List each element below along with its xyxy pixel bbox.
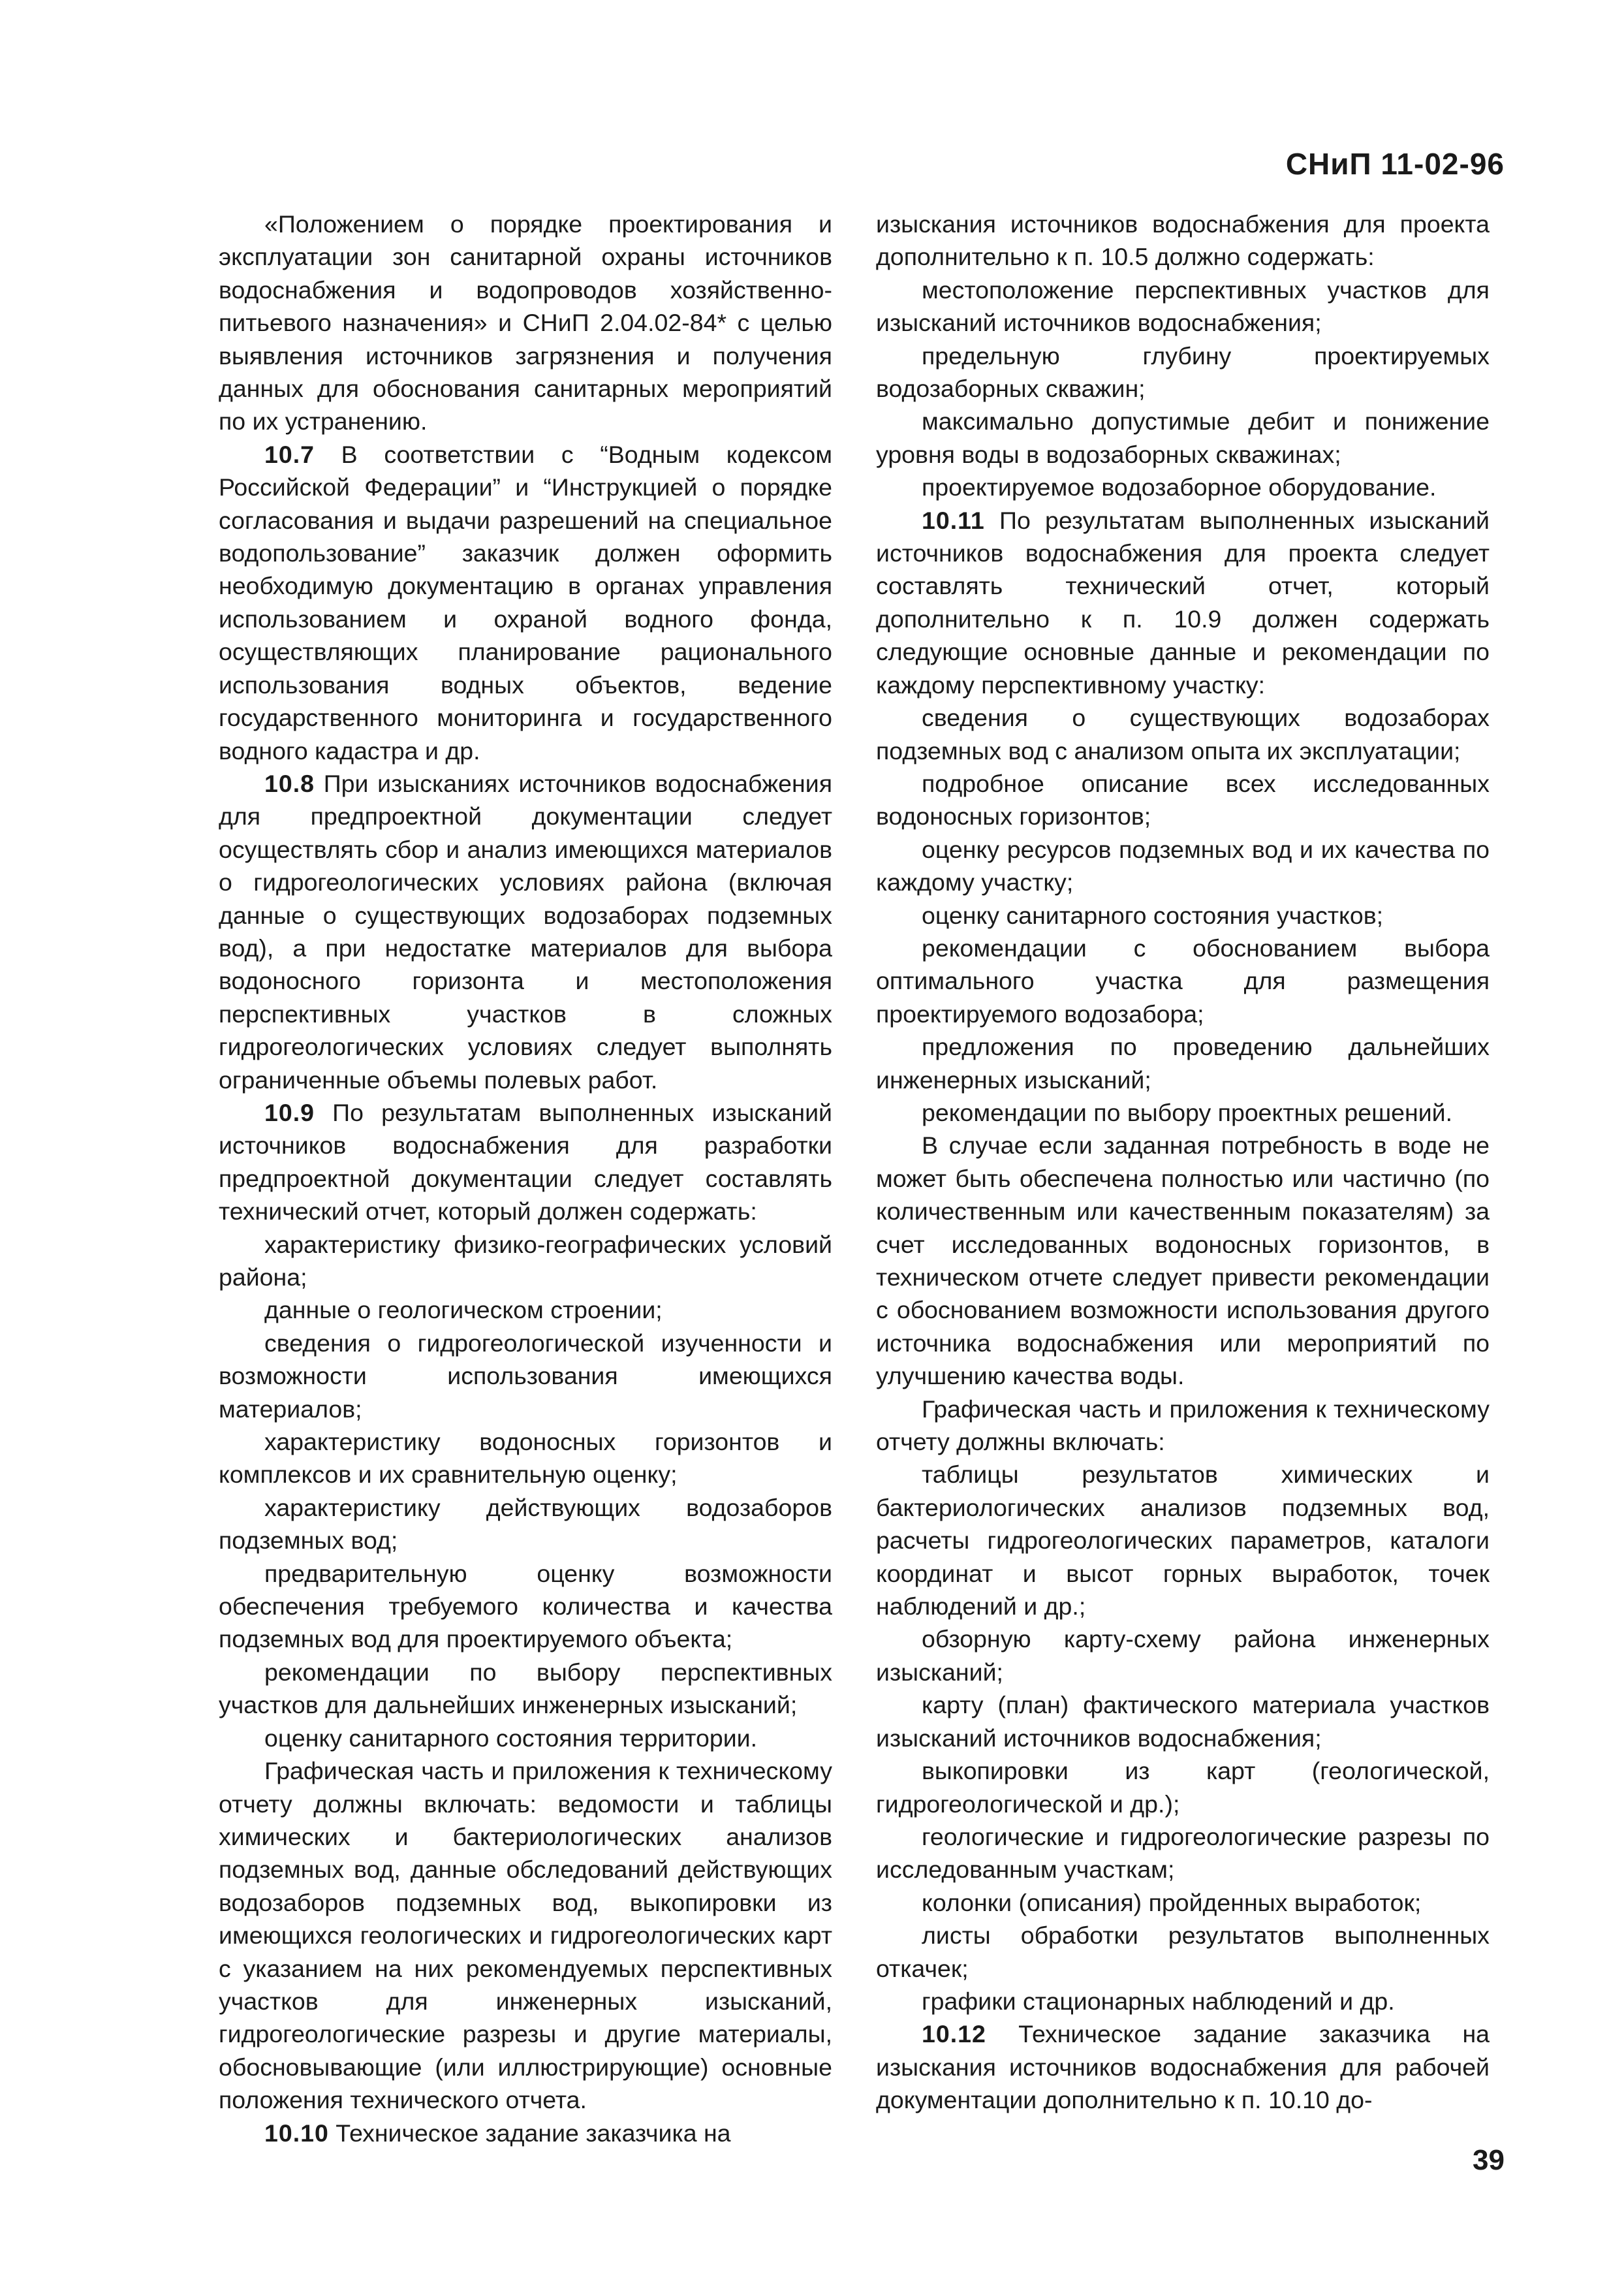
paragraph — [876, 1129, 1490, 1392]
right-text-column — [876, 208, 1490, 2117]
paragraph-text: изыскания источников водоснабжения для проекта дополнительно к п. 10.5 должно содержать: — [876, 210, 1490, 271]
paragraph-text: предварительную оценку возможности обеспечения требуемого количества и качества подземных вод для проектируемого объекта; — [219, 1559, 832, 1653]
paragraph-text: карту (план) фактического материала участков изысканий источников водоснабжения; — [876, 1691, 1490, 1752]
paragraph-text: характеристику действующих водозаборов подземных вод; — [219, 1493, 832, 1555]
paragraph-text: колонки (описания) пройденных выработок; — [922, 1888, 1422, 1916]
paragraph — [219, 1327, 832, 1425]
section-number: 10.8 — [264, 769, 315, 797]
page-number: 39 — [1473, 2144, 1505, 2176]
paragraph — [876, 1820, 1490, 1886]
paragraph — [876, 767, 1490, 833]
document-code: СНиП 11-02-96 — [1285, 147, 1505, 181]
paragraph — [219, 2117, 832, 2149]
paragraph — [876, 405, 1490, 471]
paragraph-text: Техническое задание заказчика на изыскания источников водоснабжения для рабочей документации дополнительно к п. 10.10 до- — [876, 2020, 1490, 2114]
paragraph — [876, 932, 1490, 1030]
paragraph-text: обзорную карту-схему района инженерных изысканий; — [876, 1625, 1490, 1686]
paragraph — [219, 1096, 832, 1228]
section-number: 10.10 — [264, 2119, 329, 2147]
paragraph-text: оценку санитарного состояния территории. — [264, 1724, 758, 1752]
paragraph — [219, 1722, 832, 1754]
paragraph-text: Техническое задание заказчика на — [336, 2119, 731, 2147]
section-number: 10.11 — [922, 506, 985, 534]
paragraph-text: оценку санитарного состояния участков; — [922, 901, 1384, 929]
paragraph — [876, 1030, 1490, 1096]
paragraph — [219, 767, 832, 1096]
paragraph-text: местоположение перспективных участков для изысканий источников водоснабжения; — [876, 276, 1490, 337]
paragraph — [876, 1622, 1490, 1688]
paragraph — [876, 471, 1490, 503]
paragraph-text: При изысканиях источников водоснабжения для предпроектной документации следует осуществлять сбор и анализ имеющихся материалов о гидрогеологических условиях района (включая данные о существующих водозаборах подземных вод), а при недостатке материалов для выбора водоносного горизонта и местоположения перспективных участков в сложных гидрогеологических условиях следует выполнять ограниченные объемы полевых работ. — [219, 769, 833, 1094]
paragraph-text: листы обработки результатов выполненных откачек; — [876, 1921, 1490, 1982]
paragraph-text: таблицы результатов химических и бактериологических анализов подземных вод, расчеты гидрогеологических параметров, каталоги координат и высот горных выработок, точек наблюдений и др.; — [876, 1461, 1490, 1621]
paragraph — [219, 1228, 832, 1294]
paragraph — [876, 2017, 1490, 2116]
paragraph-text: выкопировки из карт (геологической, гидрогеологической и др.); — [876, 1757, 1490, 1818]
paragraph — [219, 1656, 832, 1722]
paragraph-text: проектируемое водозаборное оборудование. — [922, 473, 1437, 501]
paragraph-text: рекомендации по выбору проектных решений. — [922, 1098, 1453, 1126]
paragraph — [876, 1754, 1490, 1820]
paragraph — [219, 1491, 832, 1557]
paragraph — [219, 1557, 832, 1656]
paragraph — [876, 1096, 1490, 1129]
paragraph — [876, 1458, 1490, 1622]
paragraph-text: По результатам выполненных изысканий источников водоснабжения для проекта следует составлять технический отчет, который дополнительно к п. 10.9 должен содержать следующие основные данные и рекомендации по каждому перспективному участку: — [876, 506, 1490, 699]
section-number: 10.12 — [922, 2020, 986, 2048]
paragraph-text: предельную глубину проектируемых водозаборных скважин; — [876, 341, 1490, 403]
paragraph-text: рекомендации по выбору перспективных участков для дальнейших инженерных изысканий; — [219, 1658, 832, 1719]
section-number: 10.7 — [264, 440, 315, 468]
paragraph-text: характеристику физико-географических условий района; — [219, 1230, 832, 1291]
paragraph — [876, 340, 1490, 405]
paragraph-text: оценку ресурсов подземных вод и их качества по каждому участку; — [876, 835, 1490, 896]
paragraph — [219, 1425, 832, 1491]
paragraph — [219, 1754, 832, 2116]
paragraph-text: По результатам выполненных изысканий источников водоснабжения для разработки предпроектной документации следует составлять технический отчет, который должен содержать: — [219, 1098, 832, 1226]
paragraph-text: характеристику водоносных горизонтов и комплексов и их сравнительную оценку; — [219, 1428, 832, 1489]
paragraph — [876, 274, 1490, 340]
paragraph-text: графики стационарных наблюдений и др. — [922, 1987, 1395, 2015]
paragraph-text: геологические и гидрогеологические разрезы по исследованным участкам; — [876, 1822, 1490, 1884]
paragraph — [876, 504, 1490, 701]
paragraph — [219, 438, 832, 767]
paragraph — [876, 1919, 1490, 1985]
paragraph-text: «Положением о порядке проектирования и эксплуатации зон санитарной охраны источников водоснабжения и водопроводов хозяйственно-питьевого назначения» и СНиП 2.04.02-84* с целью выявления источников загрязнения и получения данных для обоснования санитарных мероприятий по их устранению. — [219, 210, 832, 435]
paragraph-text: В соответствии с “Водным кодексом Российской Федерации” и “Инструкцией о порядке согласования и выдачи разрешений на специальное водопользование” заказчик должен оформить необходимую документацию в органах управления использованием и охраной водного фонда, осуществляющих планирование рационального использования водных объектов, ведение государственного мониторинга и государственного водного кадастра и др. — [219, 440, 833, 765]
left-text-column — [219, 208, 832, 2149]
paragraph — [876, 1688, 1490, 1754]
paragraph — [219, 208, 832, 438]
paragraph-text: данные о геологическом строении; — [264, 1296, 663, 1324]
paragraph — [876, 701, 1490, 767]
paragraph-text: В случае если заданная потребность в воде не может быть обеспечена полностью или частично (по количественным или качественным показателям) за счет исследованных водоносных горизонтов, в техническом отчете следует привести рекомендации с обоснованием возможности использования другого источника водоснабжения или мероприятий по улучшению качества воды. — [876, 1131, 1490, 1390]
paragraph-text: предложения по проведению дальнейших инженерных изысканий; — [876, 1033, 1490, 1094]
paragraph-text: подробное описание всех исследованных водоносных горизонтов; — [876, 769, 1490, 830]
paragraph — [876, 833, 1490, 899]
paragraph — [219, 1293, 832, 1326]
paragraph-text: максимально допустимые дебит и понижение уровня воды в водозаборных скважинах; — [876, 407, 1490, 468]
paragraph-text: рекомендации с обоснованием выбора оптимального участка для размещения проектируемого водозабора; — [876, 934, 1490, 1028]
paragraph-text: сведения о гидрогеологической изученности и возможности использования имеющихся материалов; — [219, 1329, 832, 1423]
section-number: 10.9 — [264, 1098, 315, 1126]
paragraph-text: сведения о существующих водозаборах подземных вод с анализом опыта их эксплуатации; — [876, 704, 1490, 765]
paragraph — [876, 208, 1490, 274]
paragraph-text: Графическая часть и приложения к техническому отчету должны включать: — [876, 1395, 1490, 1456]
paragraph — [876, 899, 1490, 932]
paragraph — [876, 1985, 1490, 2017]
paragraph-text: Графическая часть и приложения к техническому отчету должны включать: ведомости и таблицы химических и бактериологических анализов подземных вод, данные обследований действующих водозаборов подземных вод, выкопировки из имеющихся геологических и гидрогеологических карт с указанием на них рекомендуемых перспективных участков для инженерных изысканий, гидрогеологические разрезы и другие материалы, обосновывающие (или иллюстрирующие) основные положения технического отчета. — [219, 1757, 832, 2114]
paragraph — [876, 1393, 1490, 1459]
paragraph — [876, 1886, 1490, 1919]
